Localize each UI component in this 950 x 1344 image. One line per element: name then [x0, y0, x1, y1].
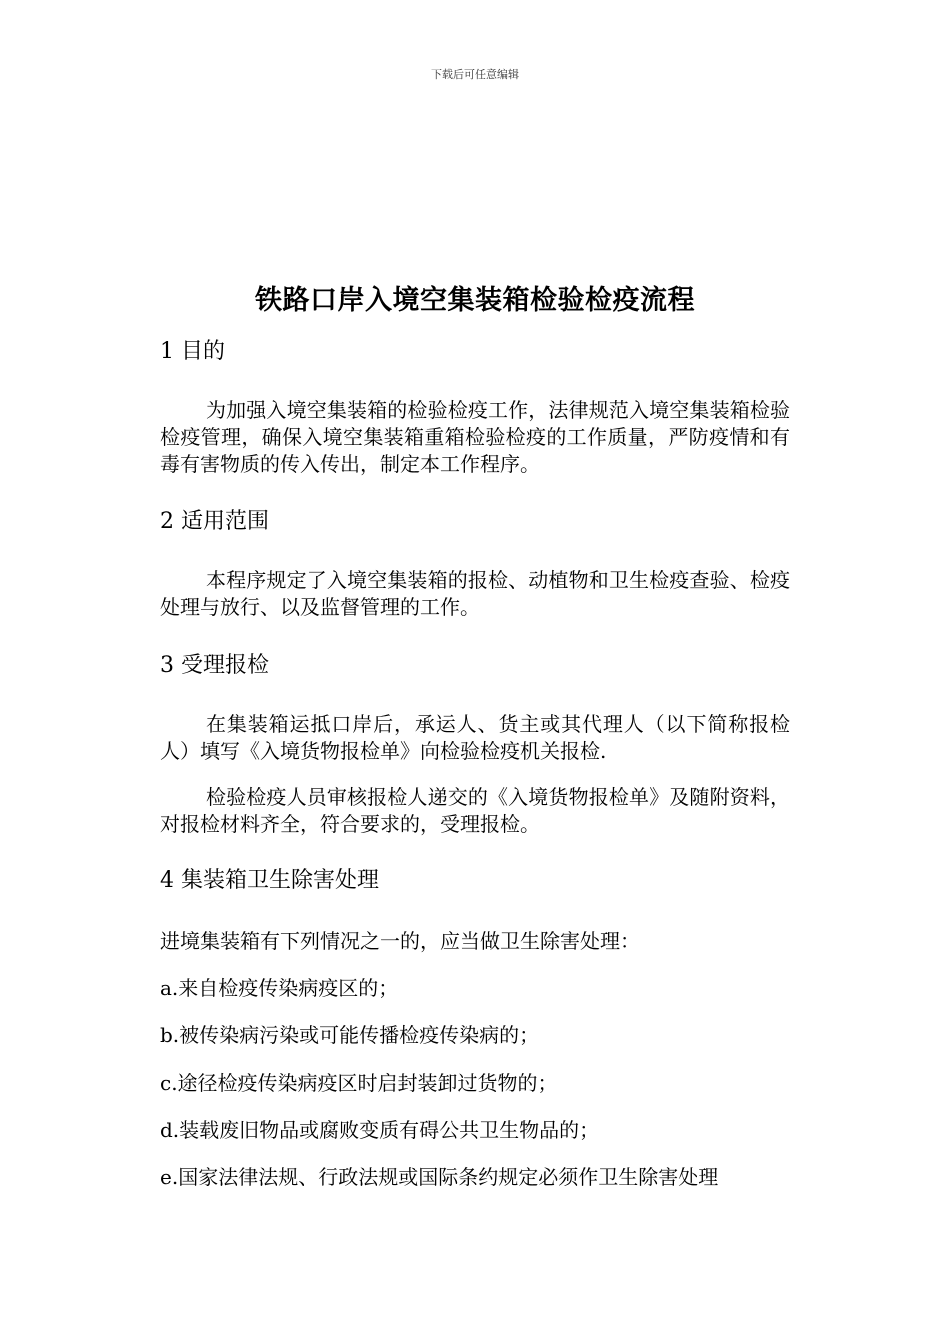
list-item: a.来自检疫传染病疫区的；: [160, 976, 399, 1000]
section-1-paragraph: 为加强入境空集装箱的检验检疫工作，法律规范入境空集装箱检验检疫管理，确保入境空集装箱重箱检验检疫的工作质量，严防疫情和有毒有害物质的传入传出，制定本工作程序。: [160, 398, 790, 476]
section-3-paragraph-1: 在集装箱运抵口岸后，承运人、货主或其代理人（以下简称报检人）填写《入境货物报检单》向检验检疫机关报检.: [160, 712, 790, 763]
section-2-heading: 2 适用范围: [160, 509, 269, 534]
list-item: e.国家法律法规、行政法规或国际条约规定必须作卫生除害处理: [160, 1165, 719, 1189]
section-4-intro: 进境集装箱有下列情况之一的，应当做卫生除害处理：: [160, 929, 640, 953]
section-3-heading: 3 受理报检: [160, 653, 269, 678]
section-4-heading: 4 集装箱卫生除害处理: [160, 868, 379, 893]
list-item: c.途径检疫传染病疫区时启封装卸过货物的；: [160, 1071, 558, 1095]
page-header-note: 下载后可任意编辑: [431, 68, 519, 81]
list-item: b.被传染病污染或可能传播检疫传染病的；: [160, 1023, 540, 1047]
section-3-paragraph-2: 检验检疫人员审核报检人递交的《入境货物报检单》及随附资料，对报检材料齐全，符合要求的，受理报检。: [160, 785, 790, 836]
section-2-paragraph: 本程序规定了入境空集装箱的报检、动植物和卫生检疫查验、检疫处理与放行、以及监督管理的工作。: [160, 568, 790, 619]
document-title: 铁路口岸入境空集装箱检验检疫流程: [255, 285, 695, 316]
section-1-heading: 1 目的: [160, 339, 225, 364]
list-item: d.装载废旧物品或腐败变质有碍公共卫生物品的；: [160, 1118, 600, 1142]
